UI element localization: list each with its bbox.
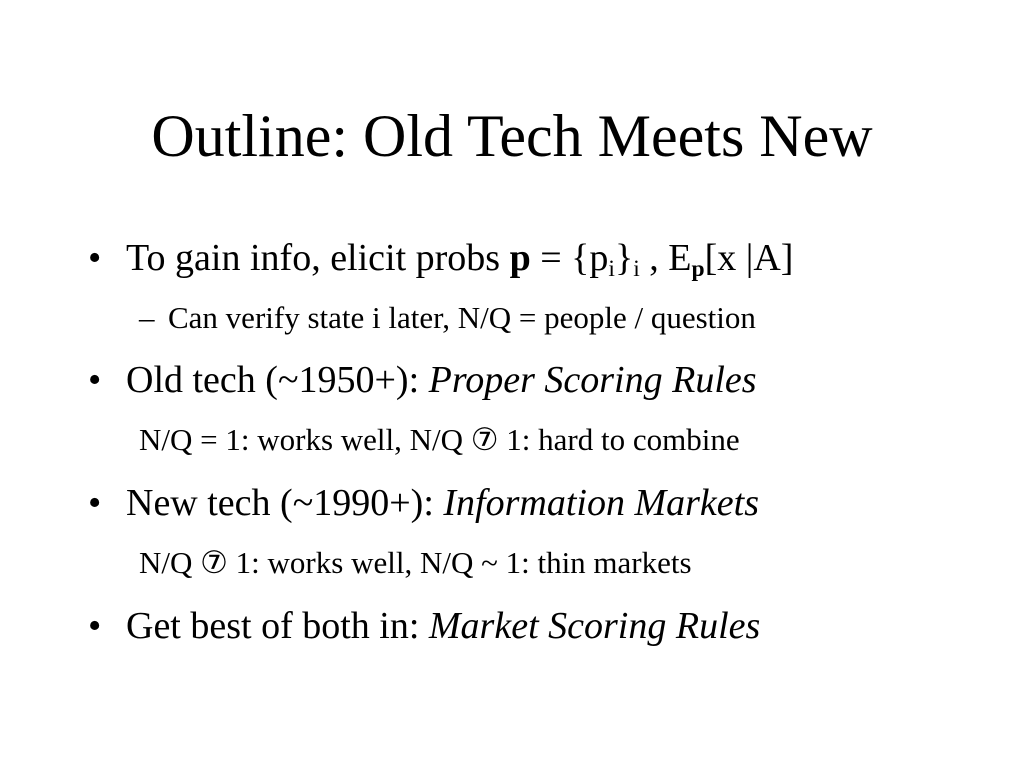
bullet-text: [126, 358, 757, 402]
bullet-text-part: To gain info, elicit probs: [126, 237, 510, 279]
sub-line-2: [0, 422, 1024, 458]
sub-line-text: N/Q ⑦ 1: works well, N/Q ~ 1: thin markets: [139, 545, 692, 580]
bullet-dot-icon: •: [88, 605, 102, 647]
bullet-text: [126, 481, 759, 525]
subscript: i: [608, 255, 615, 282]
bullet-text-part: [x |A]: [704, 237, 794, 279]
bullet-text-italic: Market Scoring Rules: [428, 605, 761, 647]
bullet-text-italic: Proper Scoring Rules: [428, 359, 757, 401]
bullet-text-part: , E: [639, 237, 692, 279]
sub-bullet-text: Can verify state i later, N/Q = people / question: [168, 300, 756, 335]
sub-line-3: [0, 545, 1024, 581]
bullet-text-italic: Information Markets: [443, 482, 759, 524]
sub-line-text: N/Q = 1: works well, N/Q ⑦ 1: hard to combine: [139, 422, 740, 457]
slide-title: Outline: Old Tech Meets New: [151, 103, 873, 169]
bullet-text: [126, 236, 793, 280]
subscript-bold-p: p: [691, 255, 705, 282]
bullet-text-part: Old tech (~1950+):: [126, 359, 429, 401]
bullet-item-3: [0, 481, 1024, 525]
bullet-text-part: New tech (~1990+):: [126, 482, 444, 524]
bullet-text-part: = {p: [530, 237, 609, 279]
bullet-text-part: }: [614, 237, 634, 279]
bullet-dot-icon: •: [88, 237, 102, 279]
bullet-text: [126, 604, 760, 648]
bullet-text-part: Get best of both in:: [126, 605, 429, 647]
bullet-item-1: [0, 236, 1024, 280]
bullet-item-4: [0, 604, 1024, 648]
bullet-dot-icon: •: [88, 482, 102, 524]
bullet-item-2: [0, 358, 1024, 402]
bold-p-symbol: p: [509, 237, 531, 279]
subscript: i: [633, 255, 640, 282]
bullet-dot-icon: •: [88, 359, 102, 401]
sub-bullet-item-1: [0, 300, 1024, 336]
dash-icon: –: [139, 300, 155, 335]
